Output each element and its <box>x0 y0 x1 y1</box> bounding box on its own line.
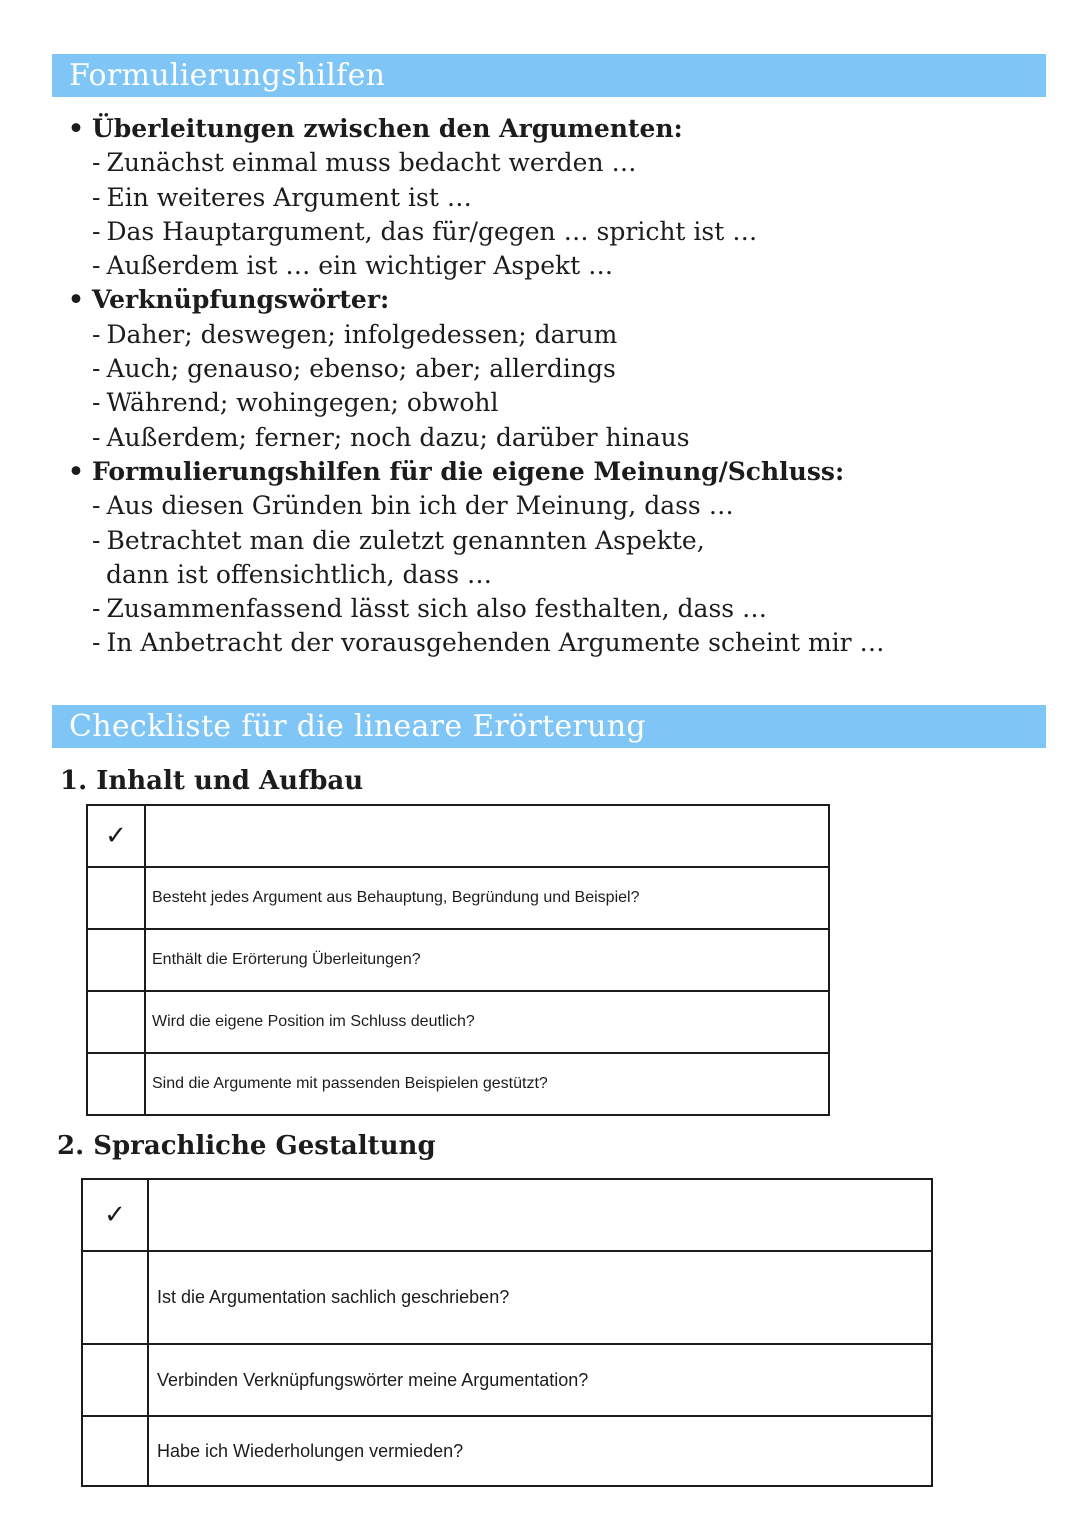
list-item-continuation: dann ist offensichtlich, dass … <box>106 559 493 589</box>
bullet-icon: • <box>68 285 84 315</box>
checkbox-cell[interactable] <box>82 1251 148 1344</box>
checkmark-icon: ✓ <box>105 821 127 851</box>
table-header-row <box>82 1179 932 1251</box>
table-row <box>87 929 829 991</box>
checkbox-cell[interactable] <box>87 929 145 991</box>
list-item: - Ein weiteres Argument ist … <box>92 182 472 212</box>
table-row <box>82 1416 932 1486</box>
checkmark-icon: ✓ <box>104 1200 126 1230</box>
list-item: - Außerdem; ferner; noch dazu; darüber hinaus <box>92 422 690 452</box>
bullet-icon: • <box>68 456 84 486</box>
checkbox-cell[interactable] <box>87 991 145 1053</box>
list-item: - Außerdem ist … ein wichtiger Aspekt … <box>92 251 614 281</box>
formulierungshilfen-banner <box>52 54 1046 97</box>
group-heading: • Formulierungshilfen für die eigene Meinung/Schluss: <box>68 455 1068 489</box>
checkbox-cell[interactable] <box>82 1344 148 1416</box>
tick-header <box>87 805 145 867</box>
table-row <box>87 991 829 1053</box>
list-item: - In Anbetracht der vorausgehenden Argumente scheint mir … <box>92 628 885 658</box>
checkliste-banner <box>52 705 1046 748</box>
question-cell: Verbinden Verknüpfungswörter meine Argumentation? <box>148 1344 932 1416</box>
table-row <box>87 867 829 929</box>
question-cell: Ist die Argumentation sachlich geschrieben? <box>148 1251 932 1344</box>
tick-header <box>82 1179 148 1251</box>
list-item: - Das Hauptargument, das für/gegen … spricht ist … <box>92 216 758 246</box>
list-item: - Auch; genauso; ebenso; aber; allerdings <box>92 354 616 384</box>
header-empty-cell <box>148 1179 932 1251</box>
checkbox-cell[interactable] <box>87 1053 145 1115</box>
group-heading: • Überleitungen zwischen den Argumenten: <box>68 112 1068 146</box>
list-item: - Zunächst einmal muss bedacht werden … <box>92 148 637 178</box>
table-row <box>87 1053 829 1115</box>
list-item: - Während; wohingegen; obwohl <box>92 388 499 418</box>
header-empty-cell <box>145 805 829 867</box>
checkliste-title: Checkliste für die lineare Erörterung <box>69 709 646 744</box>
table-header-row <box>87 805 829 867</box>
list-item: - Zusammenfassend lässt sich also festhalten, dass … <box>92 594 768 624</box>
question-cell: Habe ich Wiederholungen vermieden? <box>148 1416 932 1486</box>
list-item: - Daher; deswegen; infolgedessen; darum <box>92 319 618 349</box>
checklist-table-sprache <box>81 1178 933 1487</box>
question-cell: Enthält die Erörterung Überleitungen? <box>145 929 829 991</box>
table-row <box>82 1344 932 1416</box>
bullet-icon: • <box>68 114 84 143</box>
formulierungshilfen-title: Formulierungshilfen <box>69 58 386 93</box>
question-cell: Wird die eigene Position im Schluss deutlich? <box>145 991 829 1053</box>
checkbox-cell[interactable] <box>87 867 145 929</box>
list-item: - Betrachtet man die zuletzt genannten Aspekte, <box>92 525 705 555</box>
section-heading-inhalt: 1. Inhalt und Aufbau <box>60 766 364 796</box>
list-item: - Aus diesen Gründen bin ich der Meinung, dass … <box>92 491 734 521</box>
group-eigene-meinung <box>68 455 1068 661</box>
question-cell: Sind die Argumente mit passenden Beispielen gestützt? <box>145 1053 829 1115</box>
question-cell: Besteht jedes Argument aus Behauptung, Begründung und Beispiel? <box>145 867 829 929</box>
formulierungshilfen-list <box>68 112 1068 661</box>
group-heading: • Verknüpfungswörter: <box>68 283 1068 317</box>
table-row <box>82 1251 932 1344</box>
checklist-table-inhalt <box>86 804 830 1116</box>
group-verknuepfungswoerter <box>68 283 1068 454</box>
group-ueberleitungen <box>68 112 1068 283</box>
section-heading-sprache: 2. Sprachliche Gestaltung <box>57 1131 436 1161</box>
checkbox-cell[interactable] <box>82 1416 148 1486</box>
